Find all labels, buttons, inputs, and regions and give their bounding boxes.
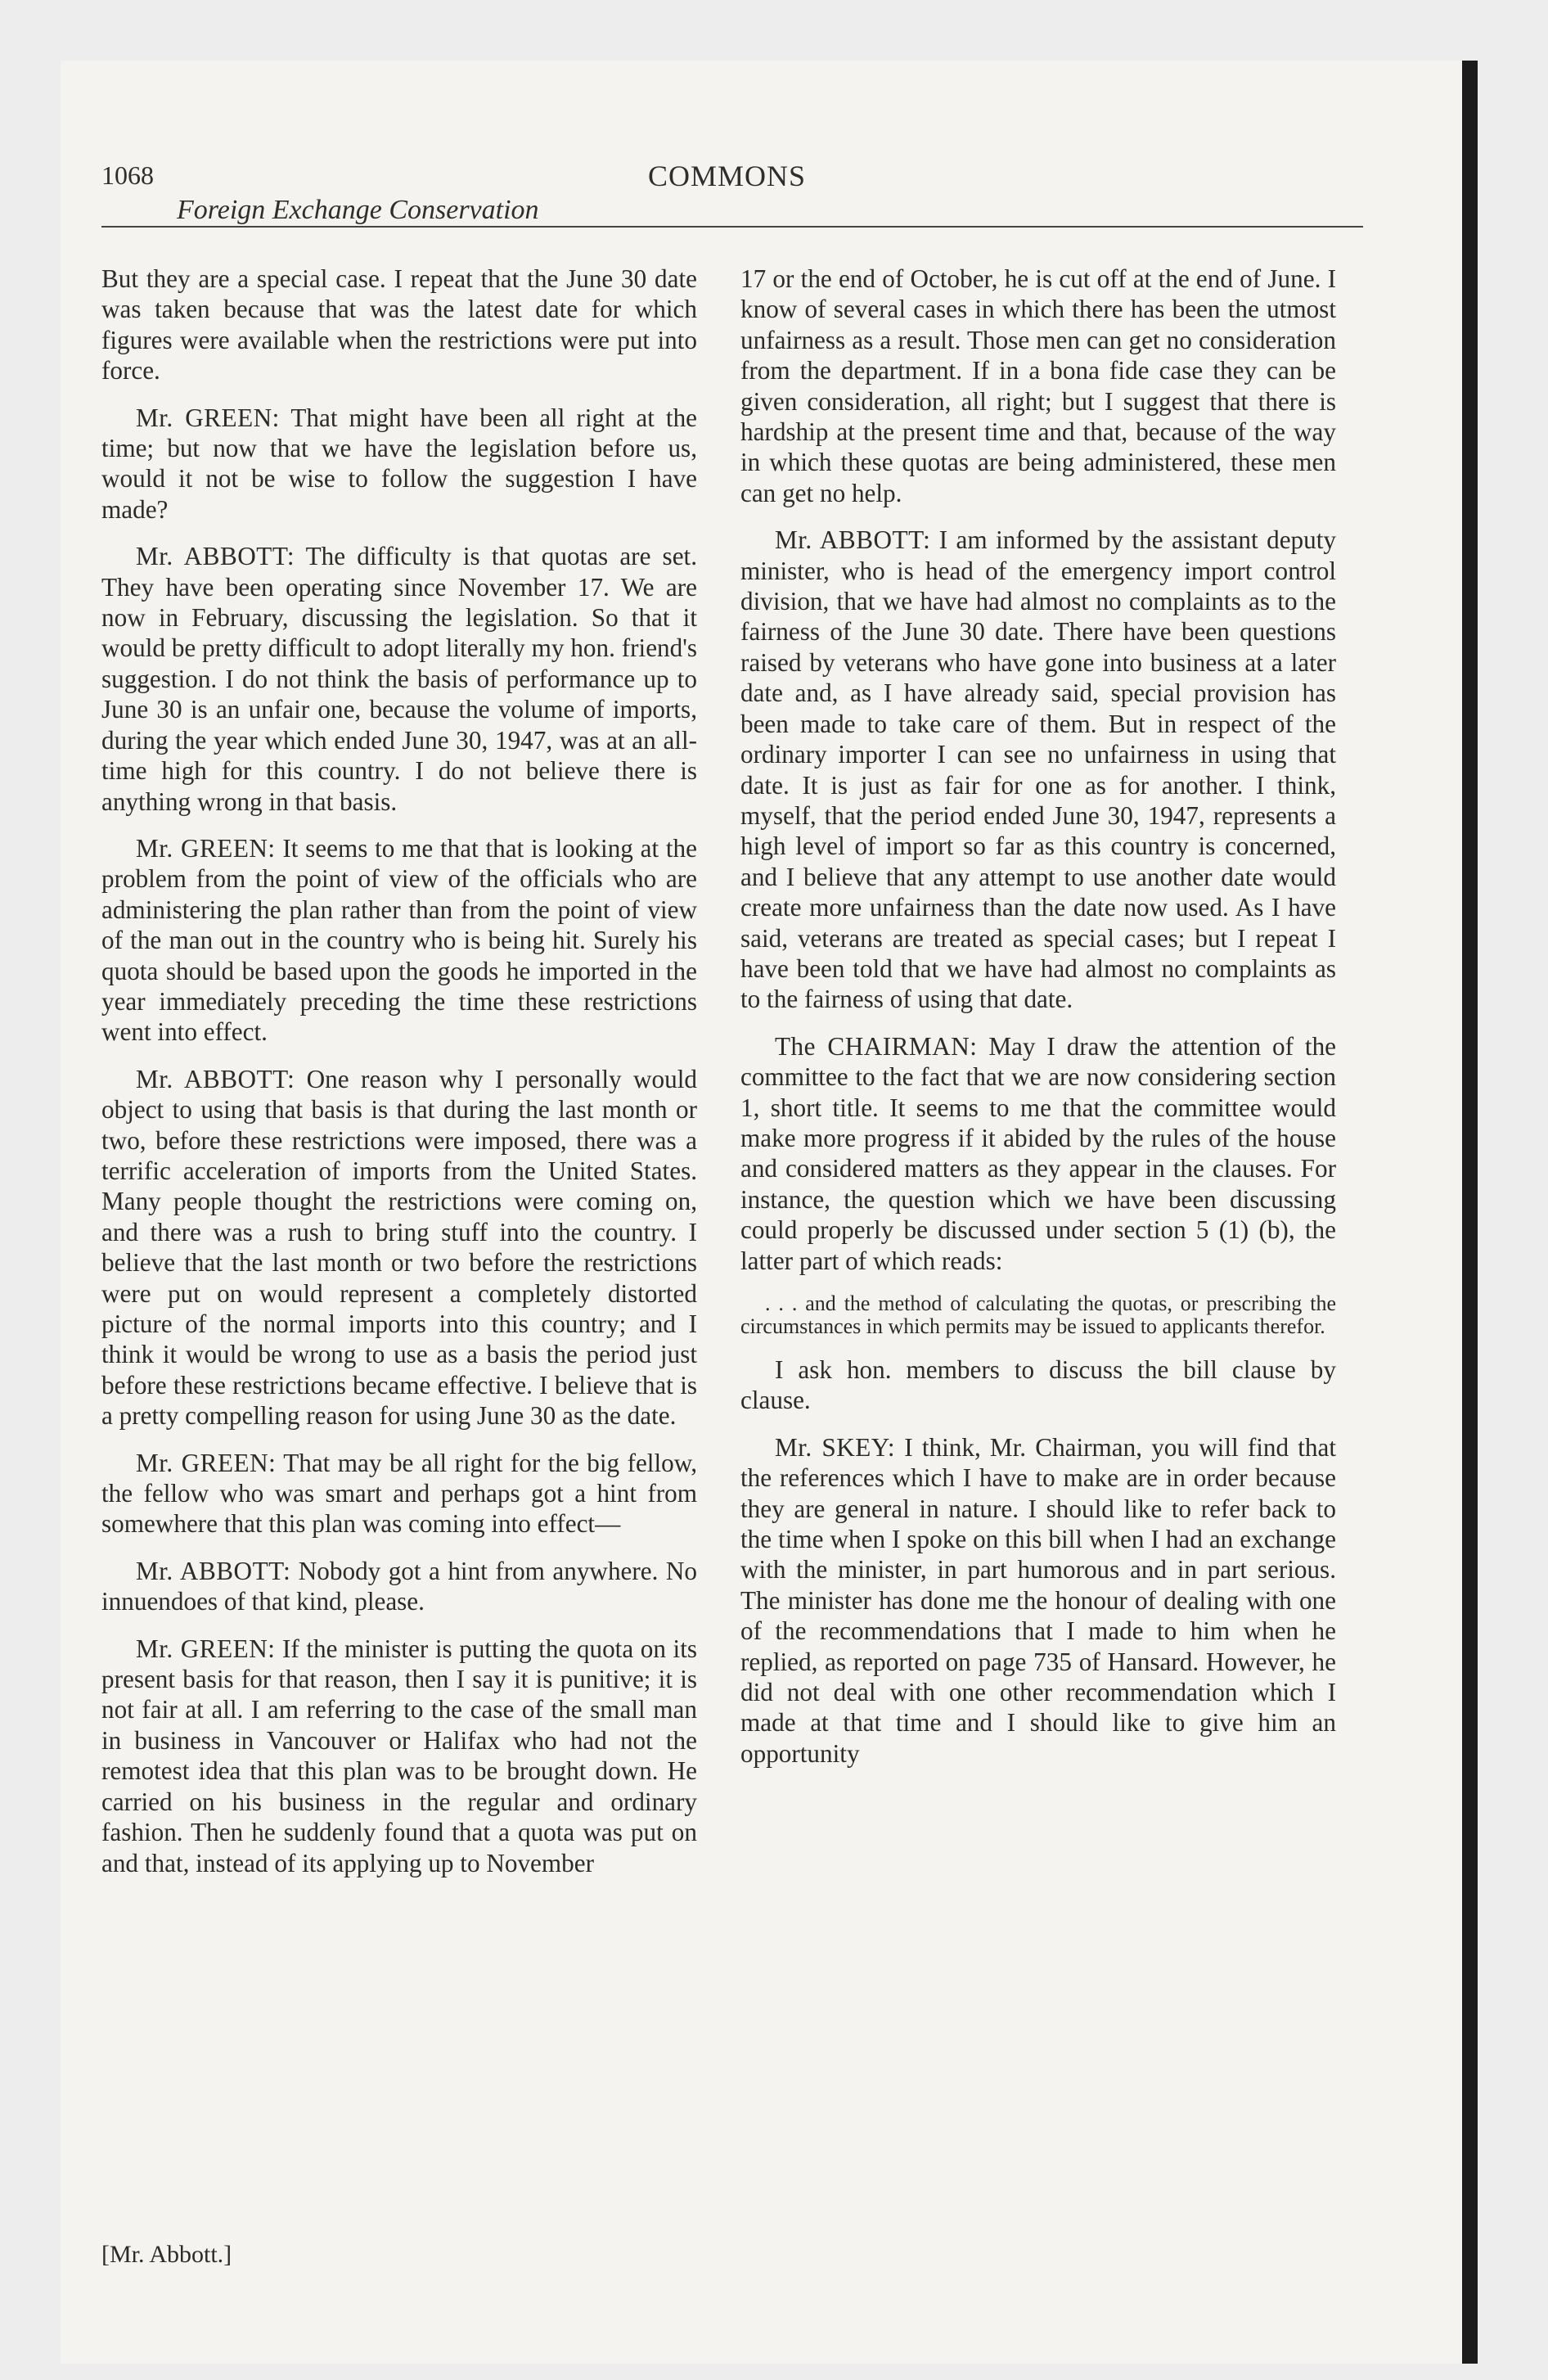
speech-paragraph (101, 1448, 697, 1539)
speaker-name: Mr. ABBOTT: (136, 1556, 291, 1585)
speech-paragraph (101, 1556, 697, 1617)
paragraph-text: I ask hon. members to discuss the bill clause by clause. (740, 1355, 1336, 1415)
speaker-name: Mr. GREEN: (136, 1448, 277, 1477)
paragraph (740, 264, 1336, 508)
speaker-name: Mr. GREEN: (136, 833, 276, 863)
page-header (101, 152, 1363, 234)
speech-paragraph (101, 1634, 697, 1878)
paragraph-text: May I draw the attention of the committee to the fact that we are now considering section 1, short title. It seems to me that the committee would make more progress if it abided by the rules of the house and considered matters as they appear in the clauses. For instance, the question which we have been discussing could properly be discussed under section 5 (1) (b), the latter part of which reads: (740, 1031, 1337, 1275)
speech-paragraph (740, 1432, 1336, 1769)
quoted-text (740, 1292, 1336, 1338)
paragraph-text: But they are a special case. I repeat that the June 30 date was taken because that was the latest date for which figures were available when the restrictions were put into force. (101, 264, 697, 385)
paragraph-text: One reason why I personally would object to using that basis is that during the last month or two, before these restrictions were imposed, there was a terrific acceleration of imports from the United States. Many people thought the restrictions were coming on, and there was a rush to bring stuff into the country. I believe that the last month or two before the restrictions were put on would represent a completely distorted picture of the normal imports into this country; and I think it would be wrong to use as a basis the period just before these restrictions became effective. I believe that is a pretty compelling reason for using June 30 as the date. (101, 1064, 697, 1431)
paragraph-text: That may be all right for the big fellow, the fellow who was smart and perhaps got a hint from somewhere that this plan was coming into effect— (101, 1448, 698, 1539)
section-title: Foreign Exchange Conservation (177, 195, 539, 225)
paragraph-text: 17 or the end of October, he is cut off at the end of June. I know of several cases in which there has been the utmost unfairness as a result. Those men can get no consideration from the department. If in a bona fide case they can be given consideration, all right; but I suggest that there is hardship at the present time and that, because of the way in which these quotas are being administered, these men can get no help. (740, 264, 1336, 507)
speaker-name: Mr. SKEY: (775, 1432, 896, 1462)
speech-paragraph (101, 541, 697, 817)
paragraph-text: Nobody got a hint from anywhere. No innuendoes of that kind, please. (101, 1556, 697, 1616)
speaker-name: Mr. ABBOTT: (136, 1064, 295, 1093)
footer-note: [Mr. Abbott.] (101, 2241, 232, 2268)
speaker-name: Mr. ABBOTT: (775, 525, 931, 555)
speech-paragraph (101, 403, 697, 525)
speech-paragraph (101, 1064, 697, 1431)
running-head: COMMONS (648, 160, 807, 192)
paragraph-text: If the minister is putting the quota on its present basis for that reason, then I say it is punitive; it is not fair at all. I am referring to the case of the small man in business in Vancouver or Halifax who had not the remotest idea that this plan was to be brought down. He carried on his business in the regular and ordinary fashion. Then he suddenly found that a quota was put on and that, instead of its applying up to November (101, 1634, 698, 1877)
paragraph (101, 264, 697, 386)
page-number: 1068 (101, 160, 154, 190)
speech-paragraph (740, 525, 1336, 1015)
paragraph-text: I am informed by the assistant deputy minister, who is head of the emergency import control division, that we have had almost no complaints as to the fairness of the June 30 date. There have been questions raised by veterans who have gone into business at a later date and, as I have already said, special provision has been made to take care of them. But in respect of the ordinary importer I can see no unfairness in using that date. It is just as fair for one as for another. I think, myself, that the period ended June 30, 1947, represents a high level of import so far as this country is concerned, and I believe that any attempt to use another date would create more unfairness than the date now used. As I have said, veterans are treated as special cases; but I repeat I have been told that we have had almost no complaints as to the fairness of using that date. (740, 525, 1336, 1014)
paragraph-text: I think, Mr. Chairman, you will find that the references which I have to make are in order because they are general in nature. I should like to refer back to the time when I spoke on this bill when I had an exchange with the minister, in part humorous and in part serious. The minister has done me the honour of dealing with one of the recommendations that I made to him when he replied, as reported on page 735 of Hansard. However, he did not deal with one other recommendation which I made at that time and I should like to give him an opportunity (740, 1432, 1337, 1768)
left-column (101, 264, 697, 1895)
speech-paragraph (101, 833, 697, 1048)
speaker-name: Mr. ABBOTT: (136, 542, 295, 571)
speaker-name: Mr. GREEN: (136, 403, 280, 432)
paragraph (740, 1355, 1336, 1416)
speaker-name: The CHAIRMAN: (775, 1031, 978, 1061)
paragraph-text: The difficulty is that quotas are set. They have been operating since November 17. We are now in February, discussing the legislation. So that it would be pretty difficult to adopt literally my hon. friend's suggestion. I do not think the basis of performance up to June 30 is an unfair one, because the volume of imports, during the year which ended June 30, 1947, was at an all-time high for this country. I do not believe there is anything wrong in that basis. (101, 542, 698, 816)
scan-edge (1462, 61, 1478, 2364)
right-column (740, 264, 1336, 1785)
paragraph-text: That might have been all right at the time; but now that we have the legislation before us, would it not be wise to follow the suggestion I have made? (101, 403, 698, 524)
paragraph-text: . . . and the method of calculating the quotas, or prescribing the circumstances in which permits may be issued to applicants therefor. (740, 1291, 1336, 1338)
speaker-name: Mr. GREEN: (136, 1634, 276, 1663)
header-rule (101, 226, 1363, 228)
speech-paragraph (740, 1031, 1336, 1276)
paragraph-text: It seems to me that that is looking at the problem from the point of view of the officials who are administering the plan rather than from the point of view of the man out in the country who is being hit. Surely his quota should be based upon the goods he imported in the year immediately preceding the time these restrictions went into effect. (101, 833, 697, 1047)
